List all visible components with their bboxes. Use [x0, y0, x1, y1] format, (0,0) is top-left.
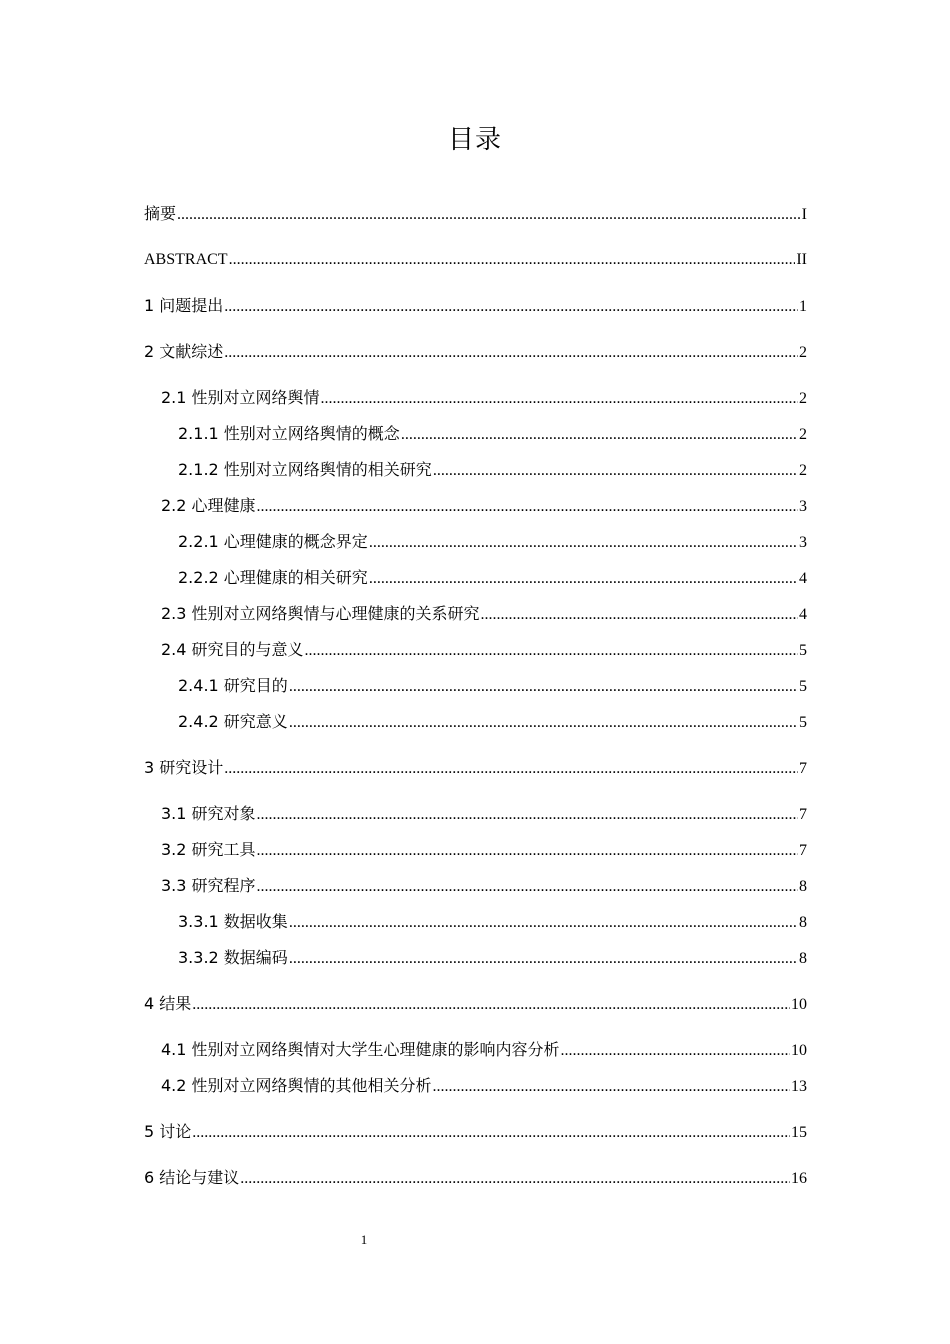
toc-entry[interactable]: [144, 1068, 807, 1104]
toc-entry-page: 3: [799, 498, 807, 515]
page-number: 1: [360, 1232, 368, 1247]
toc-entry-page: 7: [799, 760, 807, 777]
toc-entry[interactable]: [144, 1114, 807, 1150]
toc-dot-leader: [401, 417, 798, 453]
toc-dot-leader: [481, 597, 798, 633]
toc-dot-leader: [305, 633, 798, 669]
toc-entry-page: 8: [799, 950, 807, 967]
toc-entry-page: 15: [791, 1124, 807, 1141]
toc-dot-leader: [289, 941, 798, 977]
toc-entry[interactable]: [144, 832, 807, 868]
toc-entry-label: 2.3 性别对立网络舆情与心理健康的关系研究: [161, 604, 480, 623]
toc-entry[interactable]: [144, 242, 807, 278]
toc-entry-page: 7: [799, 806, 807, 823]
toc-entry-page: 8: [799, 878, 807, 895]
toc-entry[interactable]: [144, 668, 807, 704]
toc-dot-leader: [224, 751, 798, 787]
toc-entry[interactable]: [144, 416, 807, 452]
toc-entry[interactable]: [144, 288, 807, 324]
toc-entry-page: 10: [791, 996, 807, 1013]
toc-dot-leader: [257, 833, 798, 869]
toc-entry-page: 10: [791, 1042, 807, 1059]
toc-entry-page: 13: [791, 1078, 807, 1095]
toc-entry-page: 7: [799, 842, 807, 859]
toc-entry-page: I: [801, 206, 807, 223]
toc-entry[interactable]: [144, 750, 807, 786]
toc-entry[interactable]: [144, 796, 807, 832]
toc-entry-page: 5: [799, 714, 807, 731]
toc-entry[interactable]: [144, 940, 807, 976]
toc-entry[interactable]: [144, 488, 807, 524]
toc-entry[interactable]: [144, 380, 807, 416]
toc-dot-leader: [433, 1069, 790, 1105]
toc-entry[interactable]: [144, 196, 807, 232]
toc-entry-page: II: [796, 251, 807, 268]
toc-dot-leader: [289, 669, 798, 705]
toc-entry-label: 2.1.1 性别对立网络舆情的概念: [178, 424, 400, 443]
toc-dot-leader: [257, 489, 798, 525]
toc-entry-label: 2.2 心理健康: [161, 496, 256, 515]
toc-entry-label: 4 结果: [144, 994, 192, 1013]
toc-dot-leader: [289, 705, 798, 741]
toc-dot-leader: [224, 335, 798, 371]
toc-entry-page: 2: [799, 344, 807, 361]
toc-entry-label: 2.2.1 心理健康的概念界定: [178, 532, 368, 551]
toc-entry-page: 2: [799, 390, 807, 407]
toc-entry-page: 5: [799, 678, 807, 695]
toc-entry-label: 3.2 研究工具: [161, 840, 256, 859]
toc-entry-label: 3.3.1 数据收集: [178, 912, 288, 931]
toc-entry[interactable]: [144, 868, 807, 904]
toc-dot-leader: [433, 453, 798, 489]
toc-entry-page: 4: [799, 570, 807, 587]
toc-entry[interactable]: [144, 524, 807, 560]
toc-dot-leader: [321, 381, 798, 417]
toc-entry-label: 3.3.2 数据编码: [178, 948, 288, 967]
toc-entry[interactable]: [144, 560, 807, 596]
toc-entry-page: 5: [799, 642, 807, 659]
toc-dot-leader: [561, 1033, 790, 1069]
toc-dot-leader: [289, 905, 798, 941]
toc-entry-label: 4.1 性别对立网络舆情对大学生心理健康的影响内容分析: [161, 1040, 560, 1059]
toc-dot-leader: [192, 987, 790, 1023]
toc-entry-label: 2.1.2 性别对立网络舆情的相关研究: [178, 460, 432, 479]
toc-entry-label: 4.2 性别对立网络舆情的其他相关分析: [161, 1076, 432, 1095]
toc-entry-label: ABSTRACT: [144, 251, 228, 268]
toc-entry[interactable]: [144, 596, 807, 632]
toc-entry[interactable]: [144, 904, 807, 940]
toc-entry-page: 8: [799, 914, 807, 931]
toc-dot-leader: [257, 797, 798, 833]
toc-entry-label: 2 文献综述: [144, 342, 224, 361]
toc-entry[interactable]: [144, 452, 807, 488]
toc-entry-page: 3: [799, 534, 807, 551]
toc-dot-leader: [369, 561, 798, 597]
toc-entry-label: 2.4.2 研究意义: [178, 712, 288, 731]
toc-entry-page: 16: [791, 1170, 807, 1187]
toc-entry[interactable]: [144, 1160, 807, 1196]
toc-entry-label: 摘要: [144, 204, 177, 223]
toc-entry-label: 5 讨论: [144, 1122, 192, 1141]
toc-entry-label: 3.1 研究对象: [161, 804, 256, 823]
table-of-contents: [144, 196, 807, 1196]
toc-dot-leader: [369, 525, 798, 561]
toc-entry-page: 2: [799, 462, 807, 479]
toc-entry-label: 2.2.2 心理健康的相关研究: [178, 568, 368, 587]
toc-dot-leader: [224, 289, 798, 325]
toc-entry-page: 1: [799, 298, 807, 315]
toc-entry-label: 6 结论与建议: [144, 1168, 240, 1187]
toc-entry[interactable]: [144, 334, 807, 370]
toc-entry[interactable]: [144, 1032, 807, 1068]
toc-entry-label: 2.1 性别对立网络舆情: [161, 388, 320, 407]
toc-entry-label: 1 问题提出: [144, 296, 224, 315]
toc-title: 目录: [447, 125, 502, 155]
toc-dot-leader: [240, 1161, 790, 1197]
toc-dot-leader: [177, 197, 801, 233]
toc-entry-label: 2.4.1 研究目的: [178, 676, 288, 695]
toc-entry-label: 3.3 研究程序: [161, 876, 256, 895]
toc-entry-page: 4: [799, 606, 807, 623]
toc-entry-page: 2: [799, 426, 807, 443]
toc-entry-label: 3 研究设计: [144, 758, 224, 777]
toc-dot-leader: [257, 869, 798, 905]
toc-entry[interactable]: [144, 704, 807, 740]
toc-dot-leader: [229, 242, 796, 278]
toc-entry[interactable]: [144, 986, 807, 1022]
toc-dot-leader: [192, 1115, 790, 1151]
toc-entry[interactable]: [144, 632, 807, 668]
toc-entry-label: 2.4 研究目的与意义: [161, 640, 304, 659]
